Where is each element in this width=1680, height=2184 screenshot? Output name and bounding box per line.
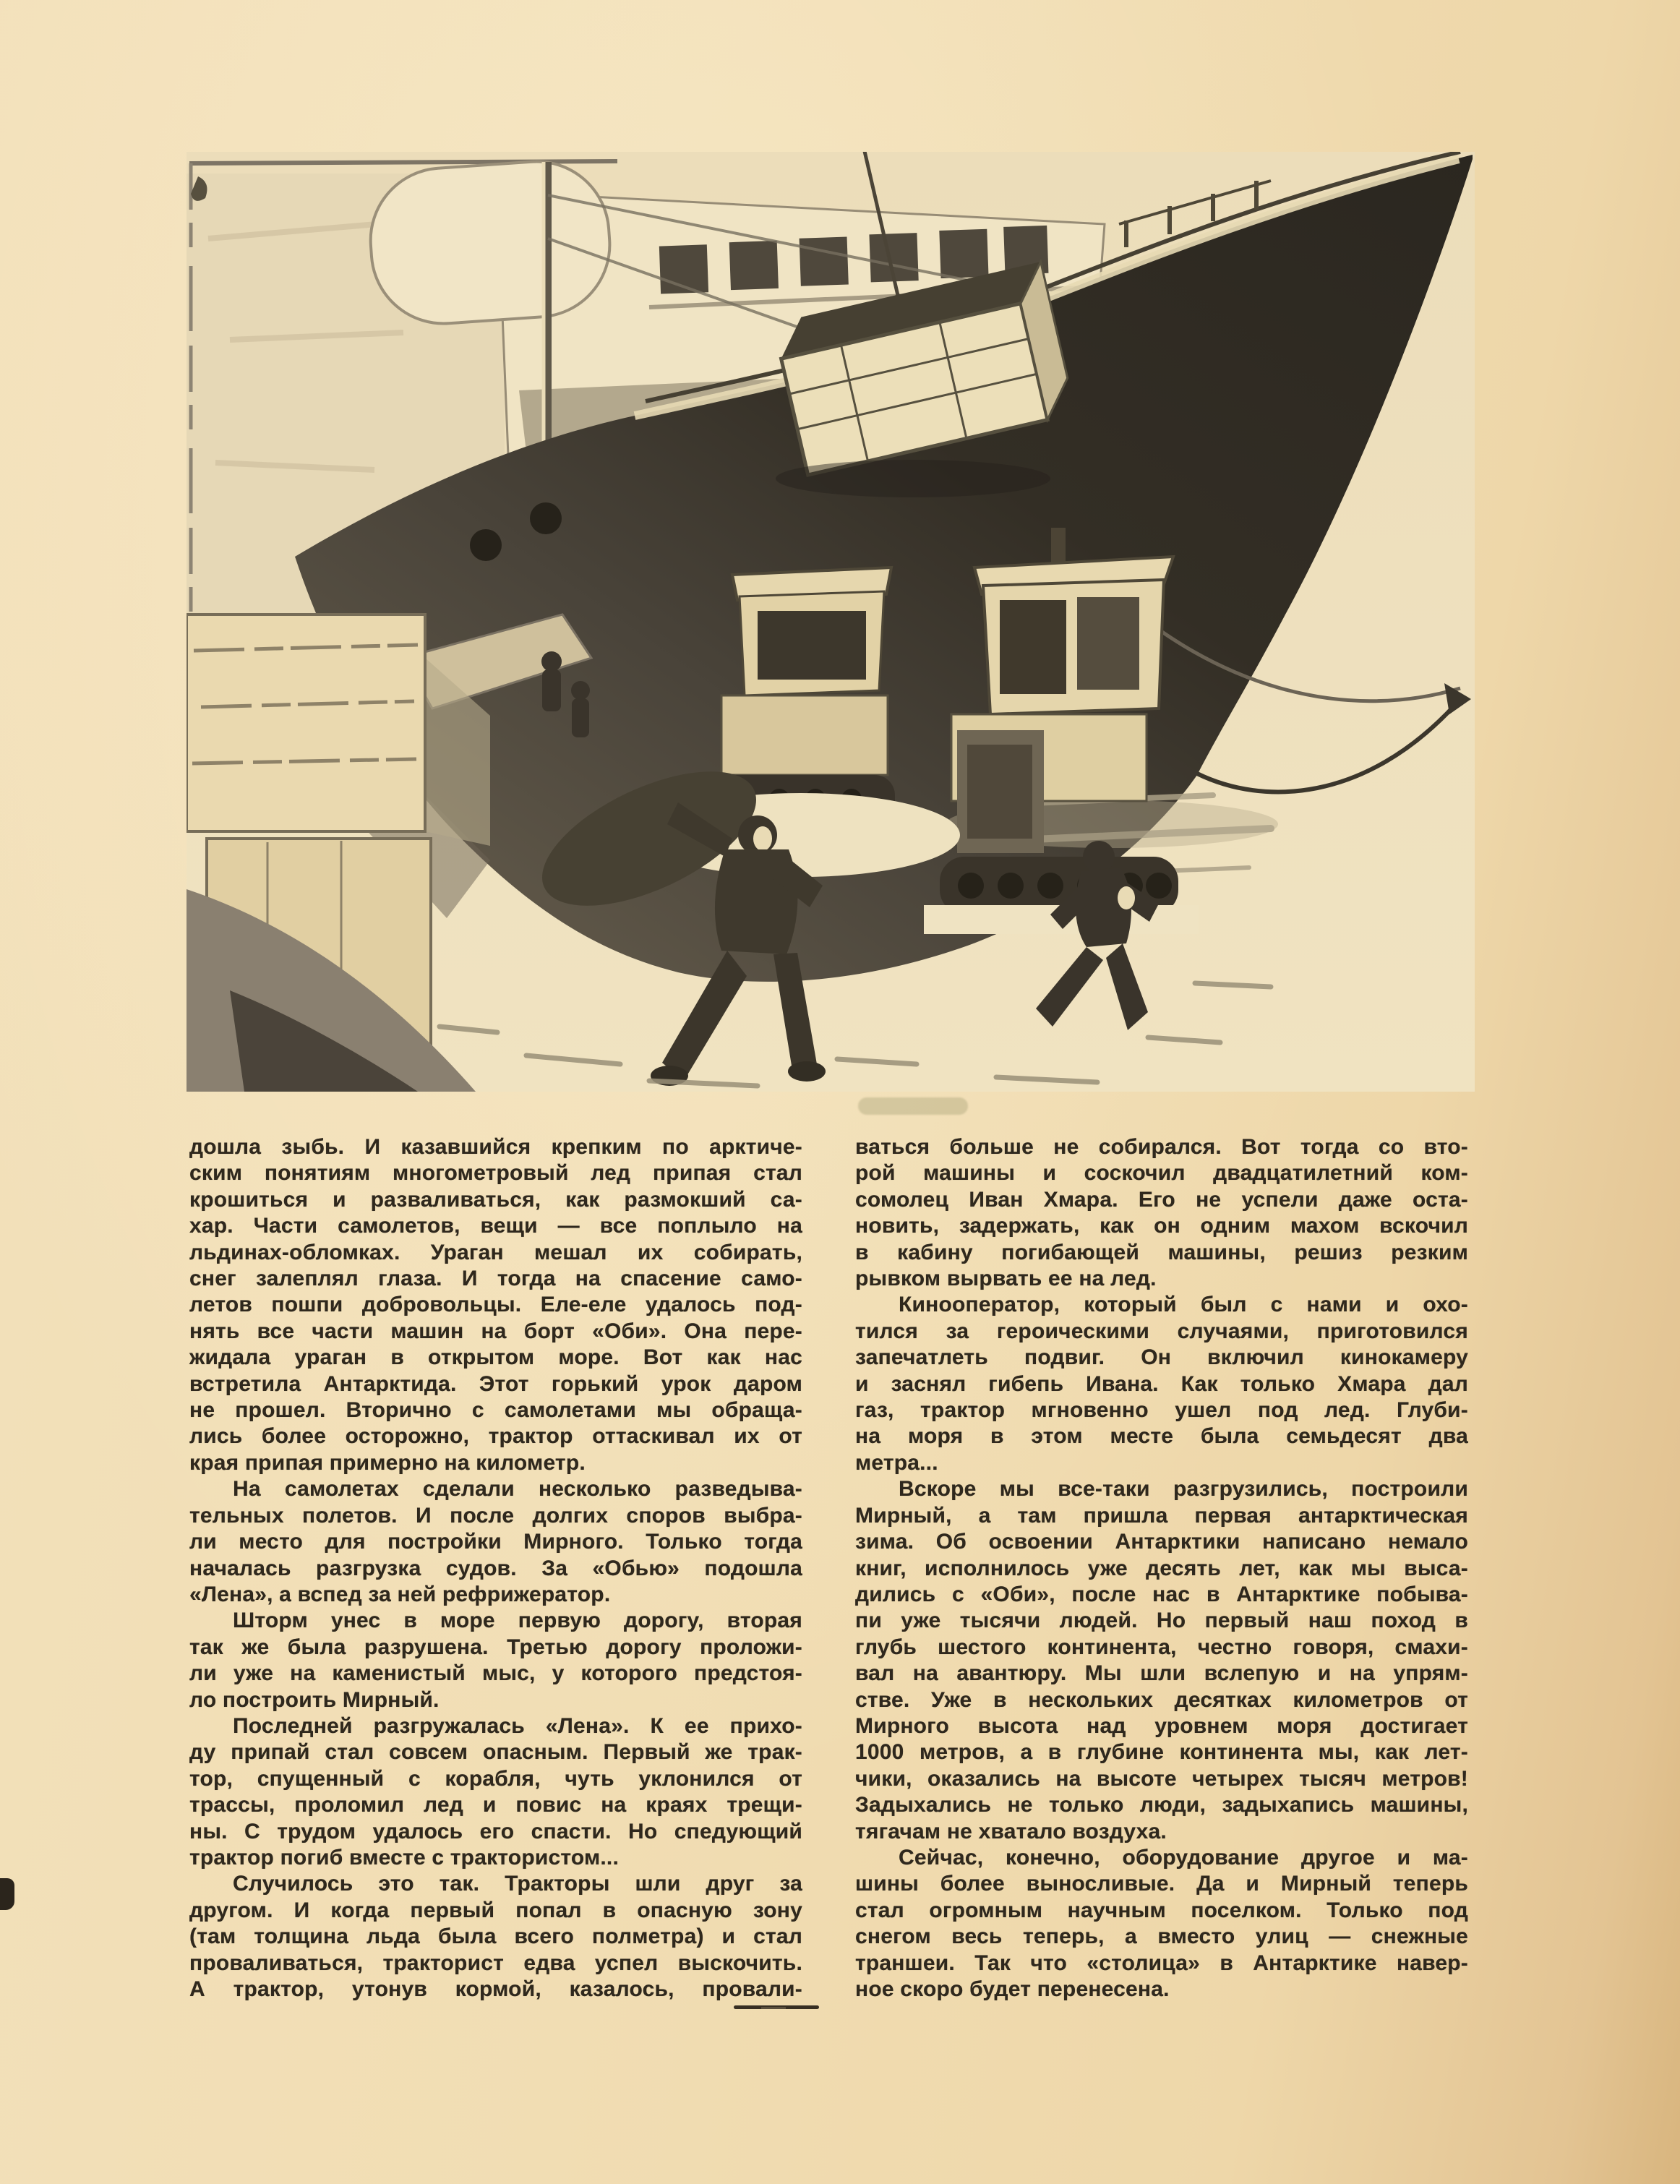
text-line: ное скоро будет перенесена. [855, 1977, 1170, 2001]
text-line: снег залеплял глаза. И тогда на спасение само- [189, 1267, 802, 1291]
scan-smudge [858, 1097, 968, 1115]
text-line: На самолетах сделали несколько разведыва- [233, 1477, 802, 1502]
text-line: газ, трактор мгновенно ушел под лед. Глуби- [855, 1398, 1468, 1423]
text-line: стал огромным научным поселком. Только под [855, 1898, 1468, 1922]
text-line: Сейчас, конечно, оборудование другое и ма- [899, 1845, 1468, 1870]
text-line: ли место для постройки Мирного. Только тогда [189, 1530, 802, 1554]
text-line: льдинах-обломках. Ураган мешал их собирать, [189, 1240, 802, 1264]
text-line: тор, спущенный с корабля, чуть уклонился от [189, 1766, 802, 1791]
text-line: метра... [855, 1450, 938, 1475]
text-line: глубь шестого континента, честно говоря, смахи- [855, 1635, 1468, 1659]
text-line: на моря в этом месте была семьдесят два [855, 1424, 1468, 1449]
funnel [366, 157, 614, 328]
text-line: рой машины и соскочил двадцатилетний ком- [855, 1161, 1468, 1186]
text-line: зима. Об освоении Антарктики написано немало [855, 1530, 1468, 1554]
text-line: Вскоре мы все-таки разгрузились, построили [899, 1477, 1468, 1502]
text-line: Задыхались не только люди, задыхапись машины, [855, 1793, 1468, 1817]
text-line: А трактор, утонув кормой, казалось, провали- [189, 1977, 802, 2001]
article-end-rule [734, 2005, 819, 2009]
text-line: нять все части машин на борт «Оби». Она пере- [189, 1319, 802, 1343]
text-line: тился за героическими случаями, приготовился [855, 1319, 1468, 1343]
text-line: трактор погиб вместе с трактористом... [189, 1845, 620, 1870]
text-line: проваливаться, тракторист едва успел выскочить. [189, 1950, 802, 1975]
text-line: ли уже на каменистый мыс, у которого предстоя- [189, 1661, 802, 1686]
text-line: и заснял гибепь Ивана. Как только Хмара дал [855, 1371, 1468, 1396]
text-line: крошиться и разваливаться, как размокший са- [189, 1187, 802, 1212]
text-line: вал на авантюру. Мы шли вслепую и на упрям- [855, 1661, 1468, 1686]
text-line: книг, исполнилось уже десять лет, как мы выса- [855, 1556, 1468, 1580]
text-line: летов пошпи добровольцы. Еле-еле удалось под- [189, 1293, 802, 1317]
text-line: не прошел. Вторично с самолетами мы обраща- [189, 1398, 802, 1423]
text-line: жидала ураган в открытом море. Вот как нас [189, 1345, 802, 1370]
text-line: Шторм унес в море первую дорогу, вторая [233, 1609, 802, 1633]
text-line: рывком вырвать ее на лед. [855, 1267, 1157, 1291]
text-line: новить, задержать, как он одним махом вскочил [855, 1214, 1468, 1238]
text-line: Кинооператор, который был с нами и охо- [899, 1293, 1468, 1317]
text-line: ло построить Мирный. [189, 1687, 440, 1712]
text-line: лись более осторожно, трактор оттаскивал их от [189, 1424, 802, 1449]
text-line: Случилось это так. Тракторы шли друг за [233, 1872, 802, 1896]
text-line: Мирного высота над уровнем моря достигает [855, 1713, 1468, 1738]
text-line: запечатлеть подвиг. Он включил кинокамеру [855, 1345, 1468, 1370]
porthole [470, 529, 502, 561]
scan-speck [0, 1878, 14, 1910]
text-line: ны. С трудом удалось его спасти. Но спедующий [189, 1819, 802, 1843]
text-column-right [855, 1134, 1468, 2009]
text-line: дошла зыбь. И казавшийся крепким по арктиче- [189, 1135, 802, 1159]
text-line: ду припай стал совсем опасным. Первый же трак- [189, 1740, 802, 1765]
text-line: так же была разрушена. Третью дорогу проложи- [189, 1635, 802, 1659]
porthole [530, 502, 562, 534]
text-line: сомолец Иван Хмара. Его не успели даже оста- [855, 1187, 1468, 1212]
text-line: траншеи. Так что «столица» в Антарктике навер- [855, 1950, 1468, 1975]
text-line: (там толщина льда была всего полметра) и стал [189, 1924, 802, 1949]
text-line: стве. Уже в нескольких десятках километров от [855, 1687, 1468, 1712]
text-line: Мирный, а там пришла первая антарктическая [855, 1503, 1468, 1528]
crate-shadow [776, 460, 1050, 497]
text-line: 1000 метров, а в глубине континента мы, как лет- [855, 1740, 1468, 1765]
antarctic-unloading-illustration [187, 152, 1475, 1092]
text-line: снегом весь теперь, а вместо улиц — снежные [855, 1924, 1468, 1949]
text-line: ским понятиям многометровый лед припая стал [189, 1161, 802, 1186]
text-line: ваться больше не собирался. Вот тогда со вто- [855, 1135, 1468, 1159]
text-column-left [189, 1134, 802, 2009]
text-line: дились с «Оби», после нас в Антарктике побыва- [855, 1582, 1468, 1606]
text-line: хар. Части самолетов, вещи — все поплыло на [189, 1214, 802, 1238]
text-line: трассы, проломил лед и повис на краях трещи- [189, 1793, 802, 1817]
text-line: в кабину погибающей машины, решиз резким [855, 1240, 1468, 1264]
text-line: «Лена», а вспед за ней рефрижератор. [189, 1582, 611, 1606]
text-line: чики, оказались на высоте четырех тысяч метров! [855, 1766, 1468, 1791]
text-line: встретила Антарктида. Этот горький урок даром [189, 1371, 802, 1396]
text-line: тельных полетов. И после долгих споров выбра- [189, 1503, 802, 1528]
text-line: началась разгрузка судов. За «Обью» подошла [189, 1556, 802, 1580]
text-line: Последней разгружалась «Лена». К ее прихо- [233, 1713, 802, 1738]
text-line: края припая примерно на километр. [189, 1450, 586, 1475]
text-line: тягачам не хватало воздуха. [855, 1819, 1167, 1843]
text-line: шины более выносливые. Да и Мирный теперь [855, 1872, 1468, 1896]
text-line: пи уже тысячи людей. Но первый наш поход в [855, 1609, 1468, 1633]
text-line: другом. И когда первый попал в опасную зону [189, 1898, 802, 1922]
